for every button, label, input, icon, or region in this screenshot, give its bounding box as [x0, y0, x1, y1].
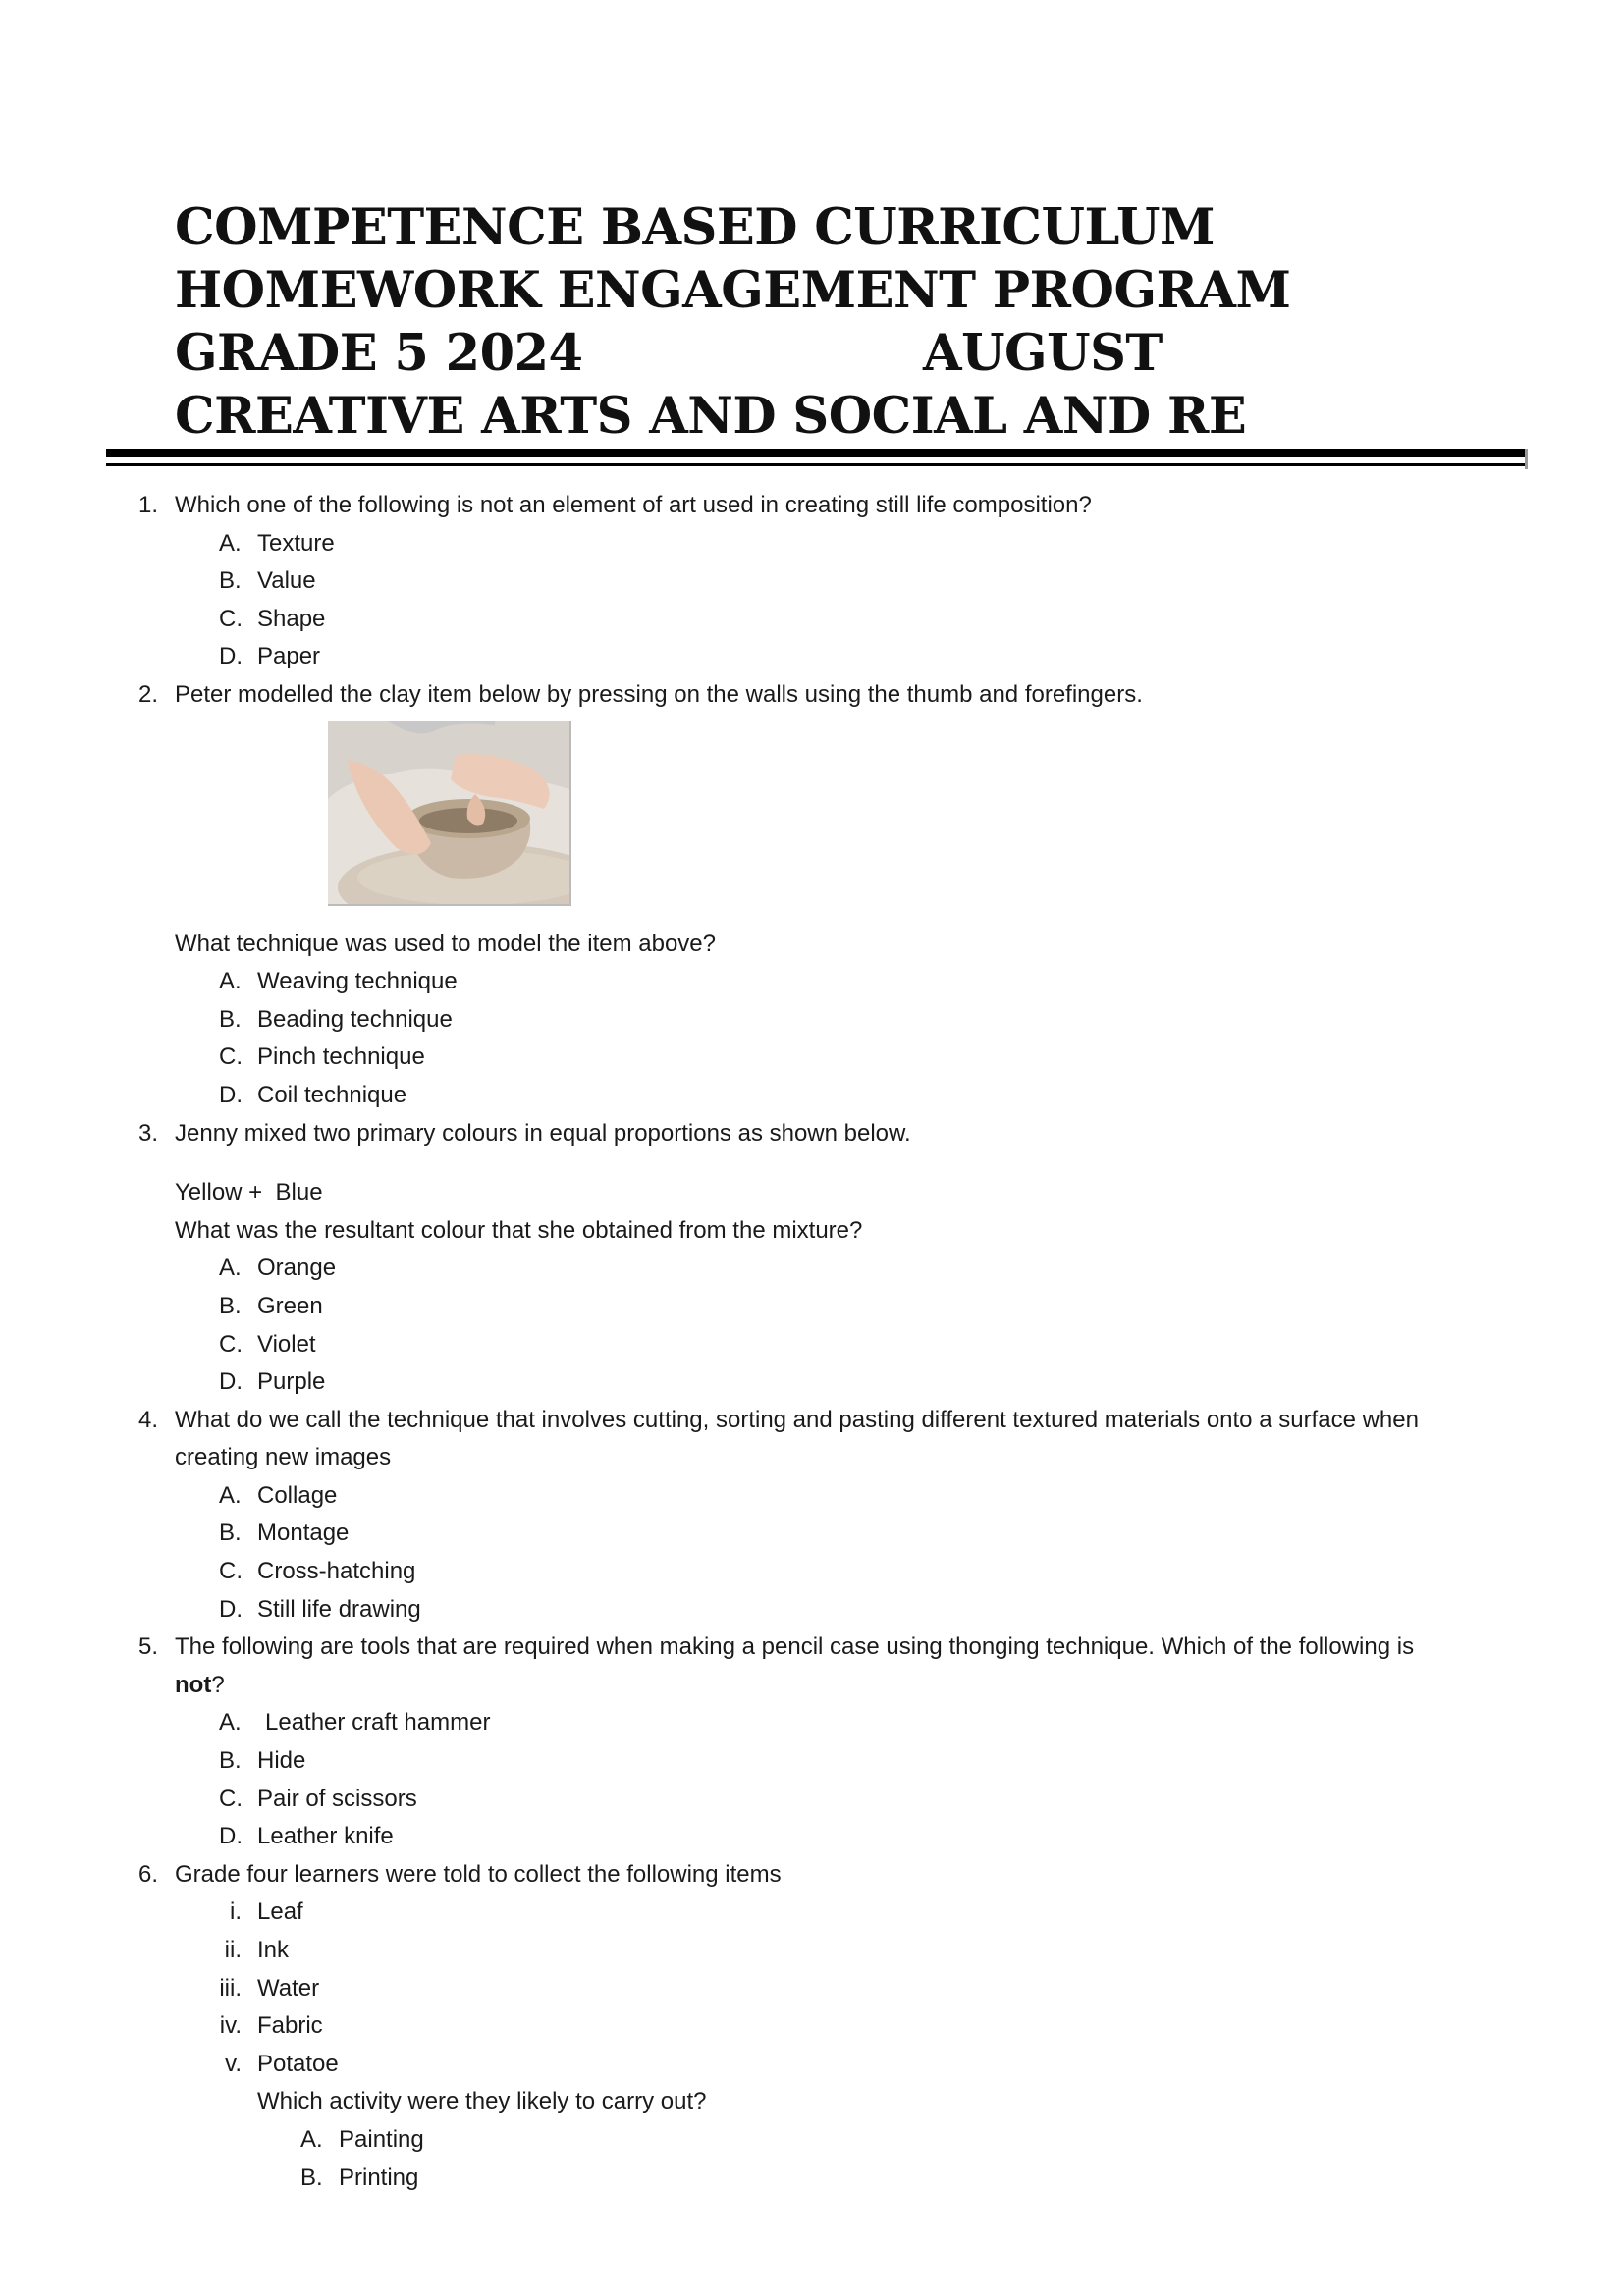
- option-letter: D.: [219, 1823, 243, 1850]
- followup-text: Which activity were they likely to carry out?: [257, 2088, 707, 2115]
- option-text: Violet: [257, 1330, 316, 1358]
- option-row: [0, 601, 1623, 639]
- question-number: 5.: [138, 1633, 159, 1661]
- option-row: [0, 1288, 1623, 1326]
- spacer: [0, 904, 1623, 926]
- item-row: [0, 1894, 1623, 1932]
- option-text: Still life drawing: [257, 1595, 421, 1623]
- question-text: Which one of the following is not an element of art used in creating still life composition?: [175, 492, 1092, 518]
- emphasis-not: not: [175, 1671, 212, 1698]
- item-text: Leaf: [257, 1898, 303, 1926]
- option-letter: B.: [219, 1005, 242, 1033]
- option-letter: B.: [219, 1520, 242, 1547]
- header-line-program: HOMEWORK ENGAGEMENT PROGRAM: [175, 261, 1291, 320]
- clay-pot-photo: [328, 721, 571, 906]
- option-letter: A.: [219, 1481, 242, 1509]
- option-text: Paper: [257, 643, 321, 670]
- question-5: [0, 1629, 1623, 1667]
- option-text: Weaving technique: [257, 968, 458, 995]
- option-letter: C.: [219, 1785, 243, 1812]
- option-letter: D.: [219, 1081, 243, 1108]
- option-letter: C.: [219, 1558, 243, 1585]
- option-row: [0, 1818, 1623, 1856]
- option-row: [0, 2160, 1623, 2198]
- header-line-subject: CREATIVE ARTS AND SOCIAL AND RE: [175, 387, 1247, 446]
- option-letter: A.: [219, 968, 242, 995]
- option-row: [0, 1515, 1623, 1553]
- followup-text: What was the resultant colour that she obtained from the mixture?: [175, 1216, 863, 1244]
- question-number: 3.: [138, 1119, 159, 1147]
- option-letter: A.: [219, 1709, 242, 1736]
- option-letter: B.: [219, 1292, 242, 1319]
- option-row: [0, 2121, 1623, 2160]
- item-row: [0, 1970, 1623, 2008]
- option-row: [0, 562, 1623, 601]
- item-text: Fabric: [257, 2012, 323, 2040]
- question-list: [0, 487, 1623, 2197]
- header-rule-thin: [106, 463, 1527, 466]
- header-month: AUGUST: [923, 324, 1163, 383]
- header-grade: GRADE 5 2024: [175, 324, 583, 383]
- question-number: 6.: [138, 1860, 159, 1888]
- item-text: Water: [257, 1974, 320, 2002]
- item-numeral: iii.: [219, 1974, 242, 2002]
- option-row: [0, 1363, 1623, 1402]
- item-text: Ink: [257, 1937, 290, 1963]
- question-text-line1: What do we call the technique that involves cutting, sorting and pasting different textured materials onto a surface when: [175, 1406, 1419, 1433]
- option-letter: A.: [300, 2125, 323, 2153]
- option-letter: C.: [219, 1330, 243, 1358]
- question-text-line1: The following are tools that are required when making a pencil case using thonging technique. Which of the following is: [175, 1633, 1415, 1661]
- question-followup: [0, 926, 1623, 964]
- option-text: Montage: [257, 1520, 350, 1547]
- option-row: [0, 1077, 1623, 1115]
- option-letter: D.: [219, 1368, 243, 1396]
- spacer: [0, 1152, 1623, 1174]
- option-text: Hide: [257, 1747, 306, 1775]
- question-5-continued: [0, 1667, 1623, 1705]
- option-row: [0, 1553, 1623, 1591]
- item-row: [0, 1932, 1623, 1970]
- option-row: [0, 1781, 1623, 1819]
- item-row: [0, 2046, 1623, 2084]
- followup-text: What technique was used to model the item above?: [175, 930, 716, 957]
- header-rule-edge: [1525, 449, 1528, 469]
- header-rule-thick: [106, 449, 1527, 457]
- option-row: [0, 963, 1623, 1001]
- question-4: [0, 1402, 1623, 1440]
- option-text: Painting: [339, 2125, 424, 2153]
- question-6: [0, 1856, 1623, 1895]
- option-row: [0, 1039, 1623, 1077]
- option-row: [0, 638, 1623, 676]
- item-numeral: v.: [225, 2050, 242, 2077]
- item-numeral: ii.: [224, 1937, 242, 1963]
- question-2: [0, 676, 1623, 715]
- option-text: Orange: [257, 1255, 337, 1282]
- option-text: Beading technique: [257, 1005, 453, 1033]
- option-row: [0, 1591, 1623, 1629]
- option-text: Shape: [257, 605, 326, 632]
- option-letter: C.: [219, 1043, 243, 1071]
- option-text: Printing: [339, 2163, 419, 2191]
- question-text: Jenny mixed two primary colours in equal proportions as shown below.: [175, 1119, 911, 1147]
- colour-mixture: [0, 1174, 1623, 1212]
- question-4-continued: [0, 1439, 1623, 1477]
- clay-photo-container: [0, 715, 1623, 904]
- option-text: Green: [257, 1292, 323, 1319]
- question-number: 2.: [138, 680, 159, 708]
- document-header: [175, 196, 1304, 448]
- question-text-line2: [175, 1667, 225, 1705]
- question-text-line2: creating new images: [175, 1444, 392, 1471]
- option-letter: B.: [219, 567, 242, 595]
- option-text: Value: [257, 567, 316, 595]
- option-letter: A.: [219, 1255, 242, 1282]
- option-row: [0, 1742, 1623, 1781]
- item-row: [0, 2007, 1623, 2046]
- option-text: Purple: [257, 1368, 326, 1396]
- item-numeral: iv.: [219, 2012, 242, 2040]
- option-row: [0, 1250, 1623, 1288]
- option-letter: C.: [219, 605, 243, 632]
- item-text: Potatoe: [257, 2050, 339, 2077]
- option-row: [0, 1326, 1623, 1364]
- question-text: Peter modelled the clay item below by pressing on the walls using the thumb and forefingers.: [175, 680, 1143, 708]
- option-letter: B.: [219, 1747, 242, 1775]
- option-letter: D.: [219, 643, 243, 670]
- option-row: [0, 1704, 1623, 1742]
- option-text: Leather knife: [257, 1823, 394, 1850]
- option-row: [0, 525, 1623, 563]
- question-3: [0, 1115, 1623, 1153]
- mixture-text: Yellow + Blue: [175, 1179, 323, 1206]
- option-text: Cross-hatching: [257, 1558, 416, 1585]
- question-number: 4.: [138, 1406, 159, 1433]
- question-text: Grade four learners were told to collect the following items: [175, 1860, 782, 1888]
- option-text: Pinch technique: [257, 1043, 425, 1071]
- question-end: ?: [211, 1671, 225, 1698]
- item-numeral: i.: [230, 1898, 242, 1926]
- header-line-curriculum: COMPETENCE BASED CURRICULUM: [175, 198, 1215, 257]
- question-followup: [0, 2083, 1623, 2121]
- option-letter: B.: [300, 2163, 323, 2191]
- option-row: [0, 1001, 1623, 1040]
- question-1: [0, 487, 1623, 525]
- question-followup: [0, 1212, 1623, 1251]
- option-text: Leather craft hammer: [265, 1709, 491, 1736]
- question-number: 1.: [138, 492, 159, 518]
- option-text: Collage: [257, 1481, 338, 1509]
- header-line-grade: [175, 322, 1304, 385]
- option-letter: A.: [219, 529, 242, 557]
- option-row: [0, 1477, 1623, 1516]
- option-text: Pair of scissors: [257, 1785, 417, 1812]
- option-text: Texture: [257, 529, 335, 557]
- option-letter: D.: [219, 1595, 243, 1623]
- option-text: Coil technique: [257, 1081, 407, 1108]
